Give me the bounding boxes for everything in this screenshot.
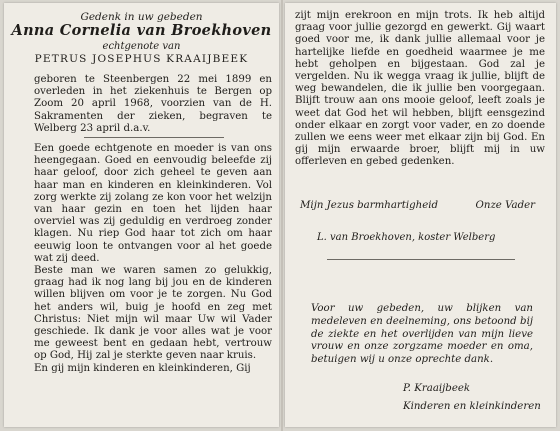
memorial-text <box>34 143 272 375</box>
author-credit: L. van Broekhoven, koster Welberg <box>317 232 496 243</box>
thanks-text: Voor uw gebeden, uw blijken van medeleven en deelneming, ons betoond bij de ziekte en het overlijden van mijn lieve vrouw en onze zorgzame moeder en oma, betuigen wij u onze oprechte dank. <box>311 303 533 366</box>
biography: geboren te Steenbergen 22 mei 1899 en overleden in het ziekenhuis te Bergen op Zoom 20 april 1968, voorzien van de H. Sakramenten der zieken, begraven te Welberg 23 april d.a.v. <box>34 74 272 134</box>
spouse-label: echtgenote van <box>102 41 181 52</box>
prayer-right: Onze Vader <box>475 200 535 211</box>
intro-text: Gedenk in uw gebeden <box>80 11 203 23</box>
divider <box>84 137 224 138</box>
spouse-name: PETRUS JOSEPHUS KRAAIJBEEK <box>34 53 249 65</box>
card-fold <box>281 0 283 431</box>
signer-family: Kinderen en kleinkinderen <box>403 401 541 412</box>
deceased-name: Anna Cornelia van Broekhoven <box>11 22 272 39</box>
memorial-continuation: zijt mijn erekroon en mijn trots. Ik heb altijd graag voor jullie gezorgd en gewerkt. Gij waart goed voor me, ik dank jullie allemaal voor je hartelijke liefde en goedheid waarmee je me hebt geholpen en bijgestaan. God zal je vergelden. Nu ik wegga vraag ik jullie, blijft de weg bewandelen, die ik jullie ben voorgegaan. Blijft trouw aan ons mooie geloof, leeft zoals je weet dat God het wil hebben, blijft eensgezind onder elkaar en zorgt voor vader, en zo doende zullen we eens weer met elkaar zijn bij God. En gij mijn erwaarde broer, blijft mij in uw offerleven en gebed gedenken. <box>295 10 545 168</box>
prayer-left: Mijn Jezus barmhartigheid <box>300 200 439 211</box>
memorial-paragraph: Beste man we waren samen zo gelukkig, graag had ik nog lang bij jou en de kinderen willen blijven om voor je te zorgen. Nu God het anders wil, buig je hoofd en zeg met Christus: Niet mijn wil maar Uw wil Vader geschiede. Ik dank je voor alles wat je voor me geweest bent en gedaan hebt, vertrouw op God, Hij zal je sterkte geven naar kruis. <box>34 265 272 362</box>
memorial-paragraph: Een goede echtgenote en moeder is van ons heengegaan. Goed en eenvoudig beleefde zij haar geloof, door zich geheel te geven aan haar man en kinderen en kleinkinderen. Vol zorg werkte zij zolang ze kon voor het welzijn van haar gezin en toen het lijden haar overviel was zij geduldig en verdroeg zonder klagen. Nu riep God haar tot zich om haar eeuwig loon te ontvangen voor al het goede wat zij deed. <box>34 143 272 264</box>
divider <box>327 259 515 260</box>
right-page <box>285 3 556 427</box>
signer-name: P. Kraaijbeek <box>403 383 471 394</box>
left-page <box>4 3 279 427</box>
memorial-paragraph: En gij mijn kinderen en kleinkinderen, Gij <box>34 362 251 374</box>
